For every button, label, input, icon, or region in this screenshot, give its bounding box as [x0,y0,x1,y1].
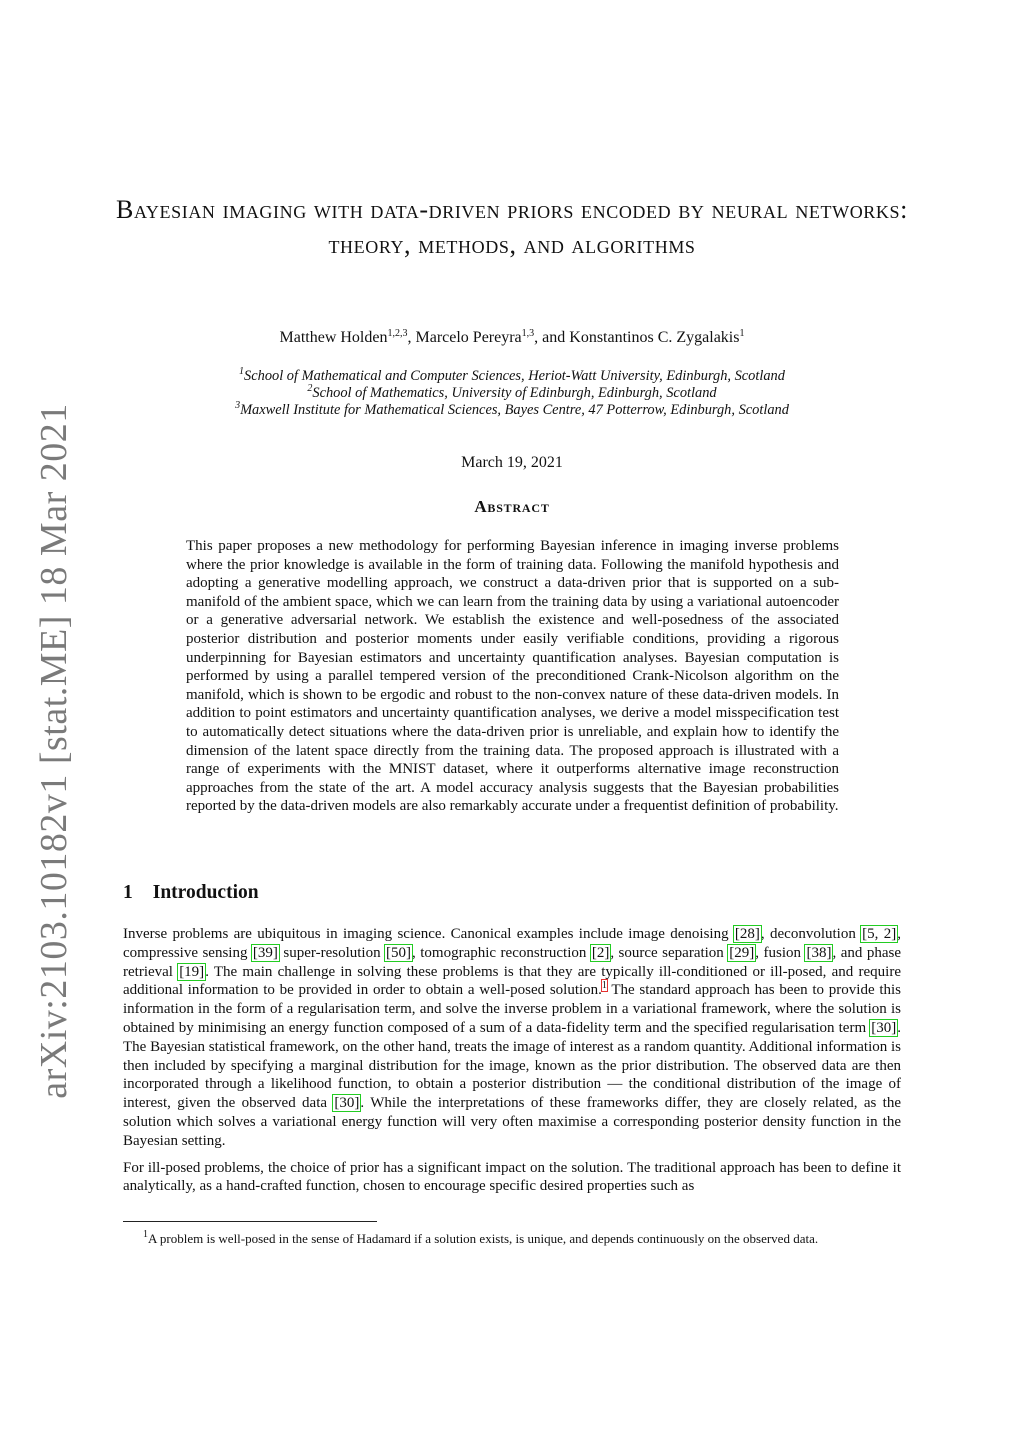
citation-link[interactable]: [30] [334,1095,360,1112]
intro-paragraph-2: For ill-posed problems, the choice of prior has a significant impact on the solution. The traditional approach has been to define it analytically, as a hand-crafted function, chosen to encourage specific desired properties such as [123,1159,901,1195]
footnote [123,1230,901,1247]
author-separator: , and [534,329,570,346]
text-run: . The Bayesian statistical framework, on the other hand, treats the image of interest as a random quantity. Additional information is then included by specifying a marginal distribution for the image, known as the prior distribution. The observed data are then incorporated through a likelihood function, to obtain a posterior distribution — the conditional distribution of the image of interest, given the observed data [123,1019,901,1112]
section-title: Introduction [152,882,259,903]
affiliation-text: Maxwell Institute for Mathematical Sciences, Bayes Centre, 47 Potterrow, Edinburgh, Scotland [240,402,789,418]
intro-body [123,925,901,1196]
affiliation-text: School of Mathematical and Computer Sciences, Heriot-Watt University, Edinburgh, Scotland [244,368,785,384]
citation-link[interactable]: [38] [806,944,832,961]
text-run: , tomographic reconstruction [412,944,591,961]
abstract-text: This paper proposes a new methodology for performing Bayesian inference in imaging inverse problems where the prior knowledge is available in the form of training data. Following the manifold hypothesis and adopting a generative modelling approach, we construct a data-driven prior that is supported on a sub-manifold of the ambient space, which we can learn from the training data by using a variational autoencoder or a generative adversarial network. We establish the existence and well-posedness of the associated posterior distribution and posterior moments under easily verifiable conditions, providing a rigorous underpinning for Bayesian estimators and uncertainty quantification analyses. Bayesian computation is performed by using a parallel tempered version of the preconditioned Crank-Nicolson algorithm on the manifold, which is shown to be ergodic and robust to the non-convex nature of these data-driven models. In addition to point estimators and uncertainty quantification analyses, we derive a model misspecification test to automatically detect situations where the data-driven prior is unreliable, and explain how to identify the dimension of the latent space directly from the training data. The proposed approach is illustrated with a range of experiments with the MNIST dataset, where it outperforms alternative image reconstruction approaches from the state of the art. A model accuracy analysis suggests that the Bayesian probabilities reported by the data-driven models are also remarkably accurate under a frequentist definition of probability. [186,538,839,815]
text-run: super-resolution [278,944,386,961]
section-heading [123,882,259,904]
footnote-text: A problem is well-posed in the sense of Hadamard if a solution exists, is unique, and depends continuously on the observed data. [148,1231,819,1246]
text-run: , fusion [755,944,806,961]
section-number: 1 [123,882,133,903]
affiliation-number: 1 [239,366,245,377]
footnote-number: 1 [143,1229,148,1240]
text-run: . While the interpretations of these frameworks differ, they are closely related, as the solution which solves a variational energy function will very often maximise a corresponding posterior density function in the Bayesian setting. [123,1095,901,1149]
text-run: , source separation [610,944,729,961]
abstract-heading: Abstract [474,497,550,516]
citation-link[interactable]: [30] [871,1019,897,1036]
affiliation-number: 2 [307,383,313,394]
paper-date: March 19, 2021 [461,454,563,471]
text-run: The standard approach has been to provide this information in the form of a regularisation term, and solve the inverse problem in a variational framework, where the solution is obtained by minimising an energy function composed of a sum of a data-fidelity term and the specified regularisation term [123,982,901,1036]
affiliation [110,402,914,419]
text-run: , and phase retrieval [123,944,901,980]
intro-paragraph-1 [123,925,901,1151]
text-run: . The main challenge in solving these problems is that they are typically ill-conditioned or ill-posed, and require additional information to be provided in order to obtain a well-posed solution. [123,963,901,999]
citation-link[interactable]: [19] [179,963,205,980]
affiliation-text: School of Mathematics, University of Edinburgh, Edinburgh, Scotland [312,385,717,401]
author-affiliation-mark: 1 [739,328,745,339]
citation-link[interactable]: [39] [252,944,278,961]
citation-link[interactable]: [28] [734,926,760,942]
author-name: Matthew Holden [279,329,388,346]
citation-link[interactable]: [2] [591,944,610,961]
footnote-link[interactable]: 1 [601,980,607,992]
footnote-divider [123,1221,377,1222]
paper-title: Bayesian imaging with data-driven priors encoded by neural networks: theory, methods, and algorithms [116,195,908,259]
text-run: Inverse problems are ubiquitous in imaging science. Canonical examples include image denoising [123,926,734,942]
author-affiliation-mark: 1,2,3 [387,328,408,339]
author-name: Marcelo Pereyra [415,329,522,346]
citation-link[interactable]: [5, 2] [862,926,897,942]
citation-link[interactable]: [50] [386,944,412,961]
affiliation-number: 3 [235,400,241,411]
text-run: , compressive sensing [123,926,901,961]
affiliation-list [110,368,914,419]
arxiv-stamp: arXiv:2103.10182v1 [stat.ME] 18 Mar 2021 [33,403,75,1099]
author-list [110,329,914,347]
text-run: , deconvolution [760,926,862,942]
author-affiliation-mark: 1,3 [521,328,535,339]
author-separator: , [407,329,416,346]
citation-link[interactable]: [29] [729,944,755,961]
author-name: Konstantinos C. Zygalakis [569,329,740,346]
affiliation [110,385,914,402]
affiliation [110,368,914,385]
